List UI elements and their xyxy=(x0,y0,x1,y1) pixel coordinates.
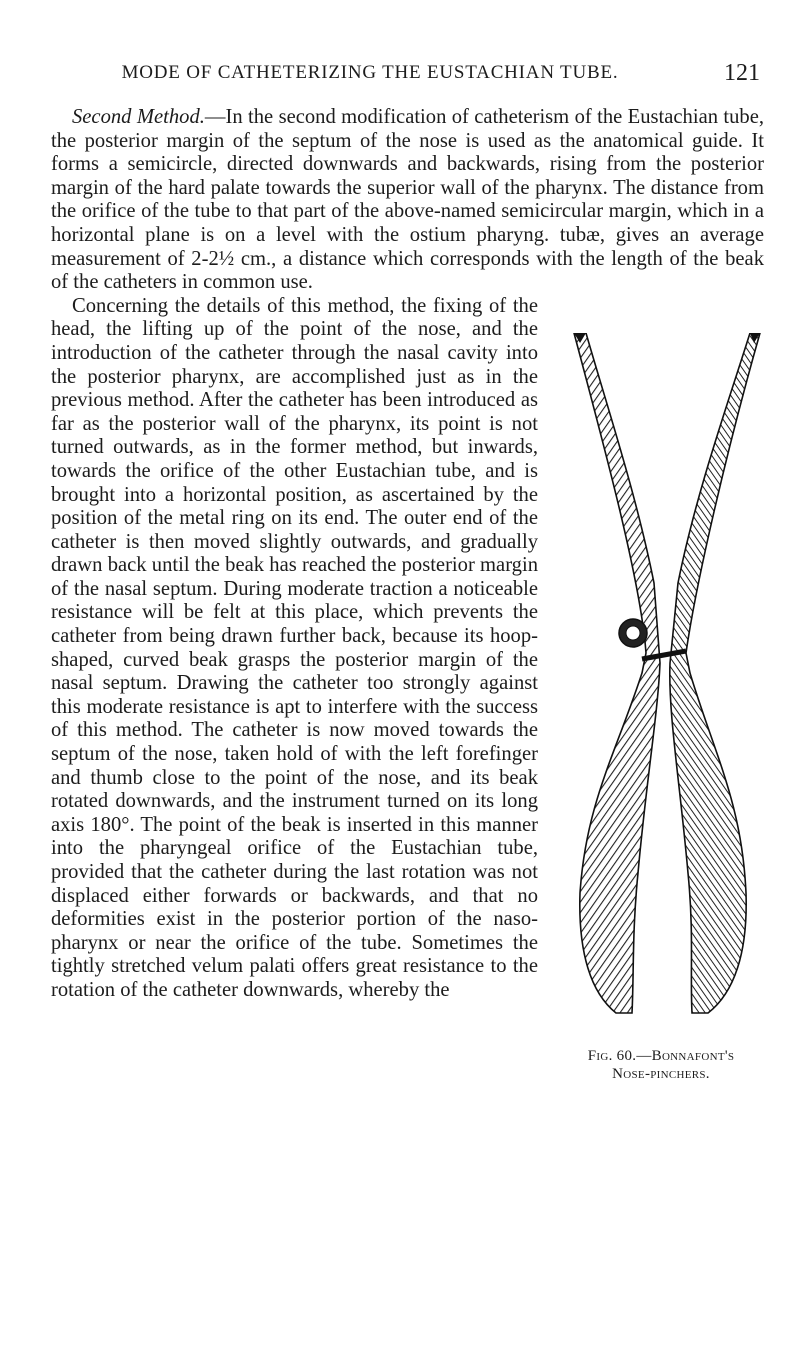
figure-caption xyxy=(546,1047,776,1083)
paragraph-second-method xyxy=(51,106,764,295)
nose-pinchers-illustration xyxy=(546,333,776,1043)
running-header xyxy=(40,58,760,88)
figure-60 xyxy=(546,333,776,1103)
header-title: MODE OF CATHETERIZING THE EUSTACHIAN TUBE. xyxy=(121,62,619,83)
hinge-screw-inner xyxy=(626,626,640,640)
paragraph-concerning-details: Concerning the details of this method, the fixing of the head, the lifting up of the point of the nose, and the introduction of the catheter through the nasal cavity into the posterior pharynx, are accomplished just as in the previous method. After the catheter has been introduced as far as the posterior wall of the pharynx, its point is not turned outwards, as in the former method, but inwards, towards the orifice of the other Eustachian tube, and is brought into a horizontal position, as ascertained by the position of the metal ring on its end. The outer end of the catheter is then moved slightly outwards, and gradually drawn back until the beak has reached the posterior margin of the nasal septum. During moderate traction a noticeable resistance will be felt at this place, which prevents the catheter from being drawn further back, because its hoop-shaped, curved beak grasps the posterior margin of the nasal septum. Drawing the catheter too strongly against this moderate resistance is apt to interfere with the success of this method. The catheter is now moved towards the septum of the nose, taken hold of with the left forefinger and thumb close to the point of the nose, and its beak rotated downwards, and the instrument turned on its long axis 180°. The point of the beak is inserted in this manner into the pharyngeal orifice of the Eustachian tube, provided that the catheter during the last rotation was not displaced either forwards or backwards, and that no deformities exist in the posterior portion of the naso-pharynx or near the orifice of the tube. Sometimes the tightly stretched velum palati offers great resistance to the rotation of the catheter downwards, whereby the xyxy=(51,294,538,1001)
body-text xyxy=(51,106,764,1107)
section-heading-inline: Second Method. xyxy=(72,106,205,128)
left-arm xyxy=(574,333,660,1013)
page-number: 121 xyxy=(724,60,760,86)
caption-line-1: Fig. 60.—Bonnafont's xyxy=(587,1047,735,1064)
caption-line-2: Nose-pinchers. xyxy=(612,1065,710,1082)
paragraph-1-text: —In the second modification of catheterism of the Eustachian tube, the posterior margin of the septum of the nose is used as the anatomical guide. It forms a semicircle, directed downwards and backwards, rising from the posterior margin of the hard palate towards the superior wall of the pharynx. The distance from the orifice of the tube to that part of the above-named semicircular margin, which in a horizontal plane is on a level with the ostium pharyng. tubæ, gives an average measurement of 2-2½ cm., a distance which corresponds with the length of the beak of the catheters in common use. xyxy=(51,106,764,294)
right-arm xyxy=(670,333,760,1013)
